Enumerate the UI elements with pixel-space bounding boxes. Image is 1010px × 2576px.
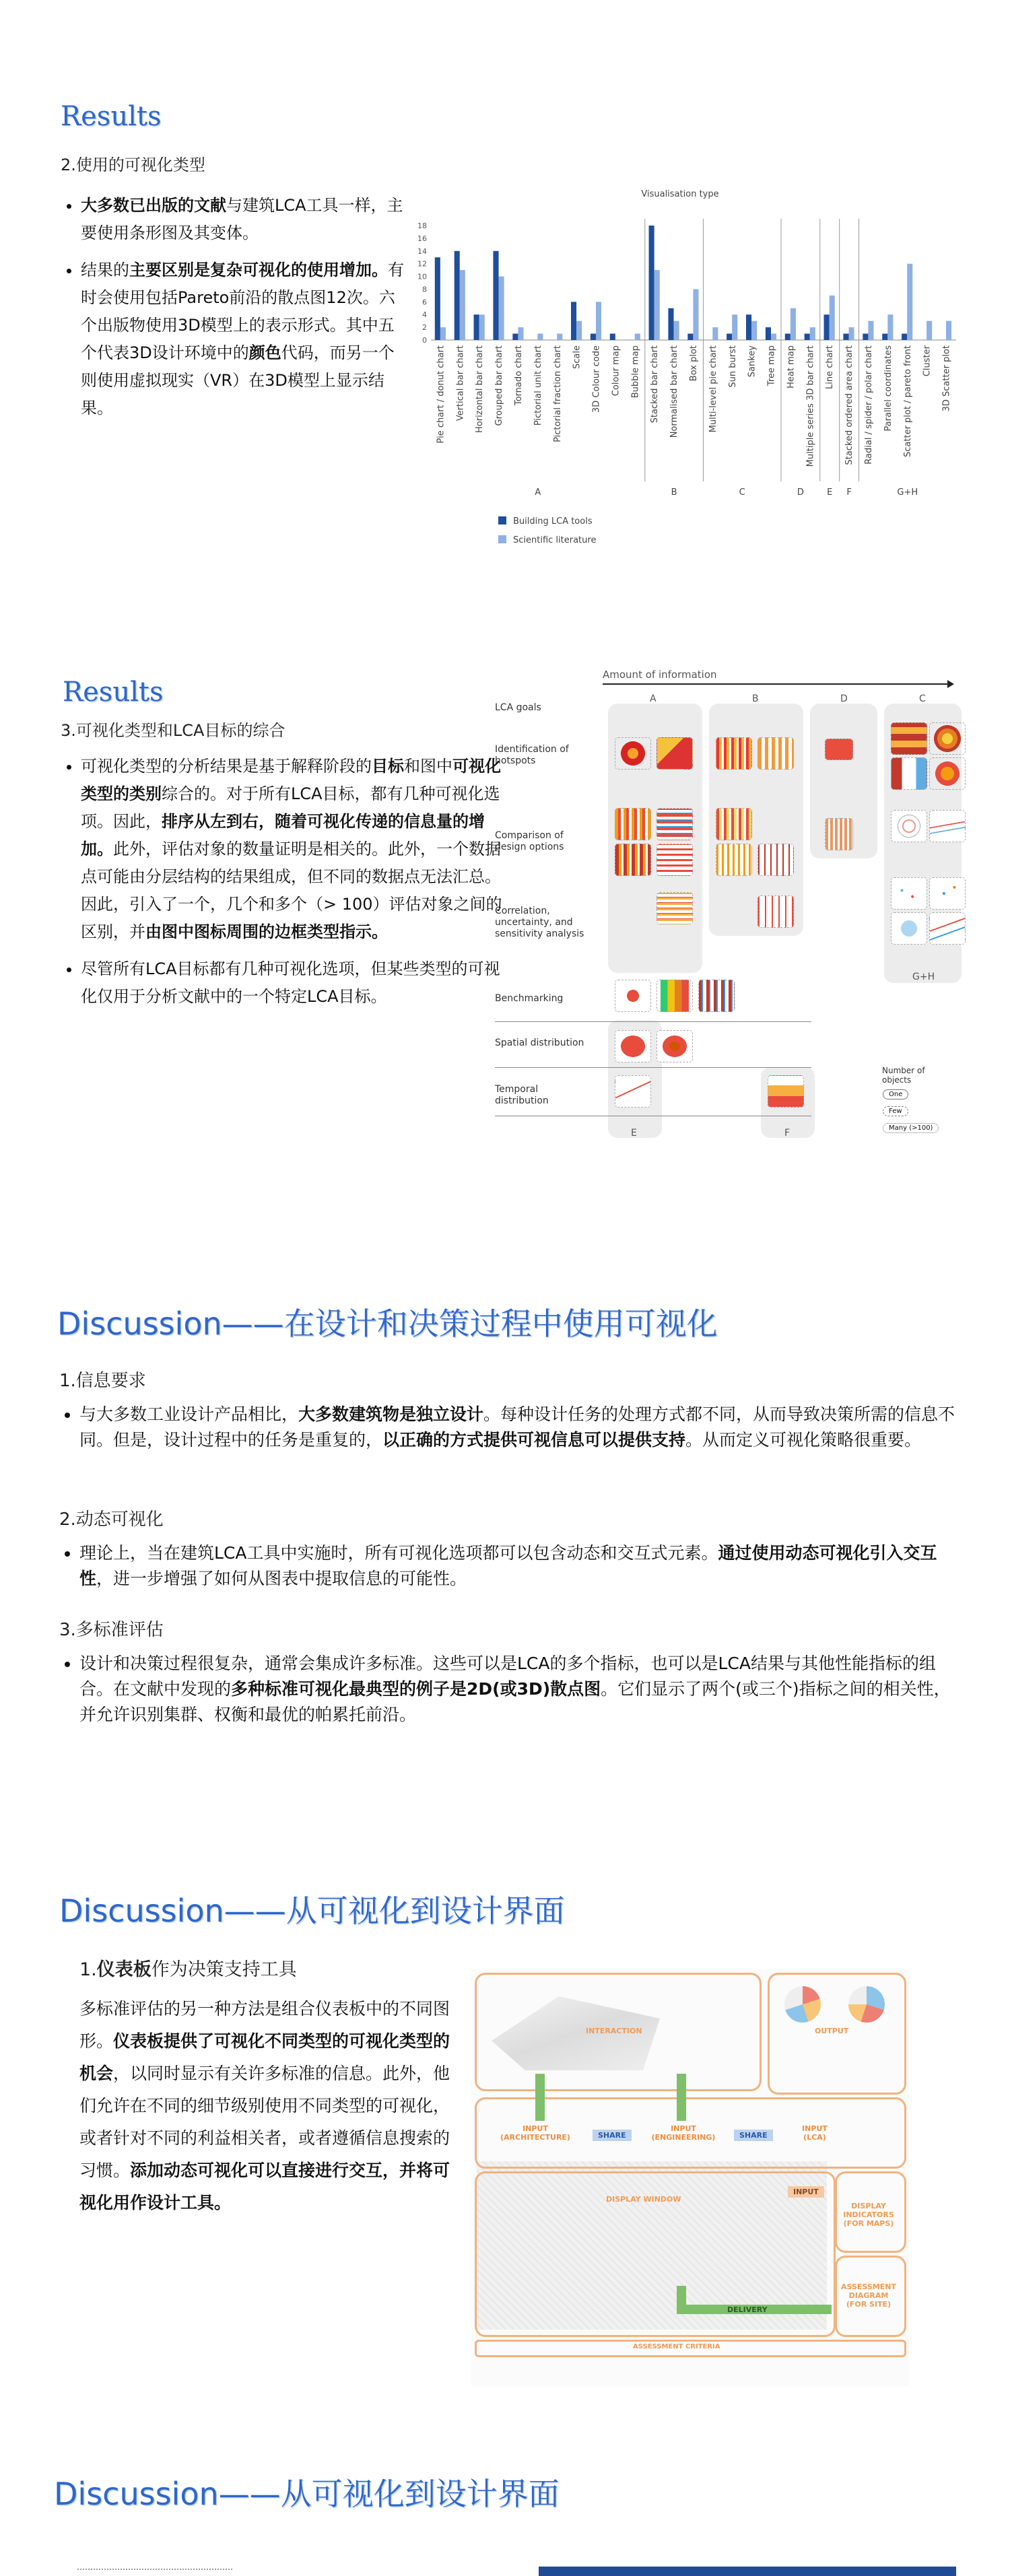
thumb-3d-bars-compare <box>825 818 853 850</box>
chart-title: Visualisation type <box>641 189 719 199</box>
bullet-synthesis: • 可视化类型的分析结果是基于解释阶段的目标和图中可视化类型的类别综合的。对于所有LCA目标，都有几种可视化选项。因此，排序从左到右，随着可视化传递的信息量的增加。此外，评估对象的数量证明是相关的。此外，一个数据点可能由分层结构的结果组成，但不同的数据点无法汇总。因此，引入了一个，几个和多个（> 100）评估对象之间的区别，并由图中图标周围的边框类型指示。 <box>81 753 504 946</box>
discussion-title-3: Discussion——从可视化到设计界面 <box>54 2476 560 2512</box>
thumb-bars-compare <box>615 808 651 840</box>
discussion-h2: 2.动态可视化 <box>59 1510 164 1530</box>
y-tick-6: 6 <box>422 298 427 307</box>
x-category-label-8: 3D Colour code <box>591 345 602 413</box>
col-label-b: B <box>752 693 759 704</box>
y-tick-18: 18 <box>417 222 427 230</box>
bar-tools-3 <box>493 251 498 340</box>
y-tick-4: 4 <box>422 310 427 320</box>
group-label-B: B <box>671 487 677 498</box>
x-category-label-14: Multi-level pie chart <box>708 345 718 433</box>
group-label-G+H: G+H <box>897 487 918 498</box>
thumb-bench-scale <box>615 980 651 1012</box>
thumb-cluster <box>891 912 927 945</box>
group-label-A: A <box>535 487 541 498</box>
results-1-bullets <box>62 192 404 432</box>
bar-literature-15 <box>732 314 737 340</box>
discussion-bullets-1 <box>61 1402 962 1457</box>
bottom-figure-edge <box>539 2567 956 2576</box>
bar-literature-5 <box>537 334 543 340</box>
bar-tools-4 <box>512 334 518 340</box>
matrix-arrow <box>603 683 949 685</box>
col-label-a: A <box>650 693 656 704</box>
discussion-title-2: Discussion——从可视化到设计界面 <box>59 1893 565 1929</box>
bar-tools-9 <box>610 334 615 340</box>
bar-literature-24 <box>907 264 912 340</box>
thumb-hbar-compare <box>656 808 693 840</box>
x-category-label-13: Box plot <box>689 345 699 382</box>
thumb-stacked-compare <box>716 808 752 840</box>
legend-few: Few <box>883 1106 908 1116</box>
thumb-line <box>615 1075 651 1108</box>
legend-swatch-1 <box>498 535 506 543</box>
goal-spatial: Spatial distribution <box>495 1038 584 1048</box>
discussion-h3: 3.多标准评估 <box>59 1620 164 1640</box>
x-category-label-1: Vertical bar chart <box>455 345 466 421</box>
label-display-window: DISPLAY WINDOW <box>606 2195 681 2204</box>
bar-literature-14 <box>712 327 718 340</box>
results-subtitle-2: 3.可视化类型和LCA目标的综合 <box>61 721 285 740</box>
thumb-heatmap-c <box>891 722 927 755</box>
goal-benchmarking: Benchmarking <box>495 993 564 1004</box>
thumb-3d-cube <box>656 737 693 770</box>
bar-tools-11 <box>649 226 654 340</box>
x-category-label-21: Stacked ordered area chart <box>844 345 855 465</box>
goal-hotspots: Identification of hotspots <box>495 744 569 766</box>
bar-literature-2 <box>479 314 485 340</box>
x-category-label-22: Radial / spider / polar chart <box>864 345 874 465</box>
bar-literature-19 <box>810 327 815 340</box>
bullet-bar-charts: • 大多数已出版的文献与建筑LCA工具一样，主要使用条形图及其变体。 <box>81 192 404 247</box>
thumb-radar <box>891 810 927 842</box>
label-display-indicators: DISPLAY INDICATORS (FOR MAPS) <box>843 2202 894 2228</box>
y-tick-10: 10 <box>417 272 427 281</box>
label-share-2: SHARE <box>734 2130 773 2141</box>
label-input-arch: INPUT (ARCHITECTURE) <box>500 2124 570 2142</box>
x-category-label-4: Tornado chart <box>514 345 524 406</box>
x-category-label-3: Grouped bar chart <box>494 345 505 426</box>
results-subtitle-1: 2.使用的可视化类型 <box>61 156 205 174</box>
legend-many: Many (>100) <box>883 1123 939 1133</box>
thumb-area <box>768 1075 804 1108</box>
bar-literature-6 <box>557 334 562 340</box>
group-label-D: D <box>797 487 804 498</box>
bar-literature-23 <box>887 314 893 340</box>
bar-literature-25 <box>927 321 932 340</box>
group-label-F: F <box>846 487 852 498</box>
label-output: OUTPUT <box>815 2027 849 2035</box>
x-category-label-23: Parallel coordinates <box>883 345 894 432</box>
x-category-label-24: Scatter plot / pareto front <box>902 345 913 457</box>
x-category-label-2: Horizontal bar chart <box>475 345 485 433</box>
thumb-box-compare <box>716 844 752 876</box>
bar-tools-22 <box>863 334 868 340</box>
bullet-info-req: • 与大多数工业设计产品相比，大多数建筑物是独立设计。每种设计任务的处理方式都不同，从而导致决策所需的信息不同。但是，设计过程中的任务是重复的，以正确的方式提供可视信息可以提供支持。从而定义可视化策略很重要。 <box>79 1402 962 1453</box>
y-tick-0: 0 <box>422 336 427 345</box>
green-arrow-mid <box>677 2074 686 2121</box>
x-category-label-5: Pictorial unit chart <box>533 345 543 426</box>
legend-label-1: Scientific literature <box>513 535 597 545</box>
thumb-sankey <box>891 757 927 790</box>
output-donut-2 <box>848 1986 885 2023</box>
group-label-E: E <box>827 487 833 498</box>
thumb-heatmap-d <box>825 739 853 760</box>
col-label-d: D <box>840 693 848 704</box>
x-category-label-6: Pictorial fraction chart <box>552 345 563 442</box>
objects-legend-title: Number of objects <box>882 1066 925 1085</box>
thumb-bench-colour <box>656 980 693 1012</box>
x-category-label-0: Pie chart / donut chart <box>436 345 446 444</box>
label-input-small: INPUT <box>788 2186 824 2198</box>
thumb-scatter-pareto <box>929 877 966 910</box>
green-arrow-left <box>535 2074 545 2121</box>
label-interaction: INTERACTION <box>586 2027 642 2035</box>
bar-tools-7 <box>571 302 576 340</box>
discussion-title-1: Discussion——在设计和决策过程中使用可视化 <box>57 1306 718 1342</box>
thumb-scatter <box>891 877 927 910</box>
x-category-label-9: Colour map <box>611 345 621 397</box>
visualisation-type-chart <box>404 182 970 566</box>
thumb-bench-bars <box>698 980 735 1012</box>
results-title-1: Results <box>61 101 162 132</box>
label-assessment-diagram: ASSESSMENT DIAGRAM (FOR SITE) <box>841 2282 896 2309</box>
sep-2 <box>495 1067 811 1068</box>
col-label-e: E <box>631 1128 637 1139</box>
bullet-dynamic: • 理论上，当在建筑LCA工具中实施时，所有可视化选项都可以包含动态和交互式元素。通过使用动态可视化引入交互性，进一步增强了如何从图表中提取信息的可能性。 <box>79 1540 962 1592</box>
goal-comparison: Comparison of design options <box>495 830 564 852</box>
dashboard-heading: 1.仪表板作为决策支持工具 <box>79 1959 297 1980</box>
bar-literature-10 <box>635 334 640 340</box>
y-tick-16: 16 <box>417 234 427 243</box>
y-tick-8: 8 <box>422 285 427 294</box>
x-category-label-18: Heat map <box>786 345 797 388</box>
bar-literature-26 <box>946 321 951 340</box>
bar-tools-20 <box>824 314 830 340</box>
thumb-map-1 <box>615 1030 651 1062</box>
label-assessment-criteria: ASSESSMENT CRITERIA <box>633 2343 720 2350</box>
x-category-label-10: Bubble map <box>630 345 641 399</box>
bar-literature-13 <box>693 289 698 340</box>
goals-title: LCA goals <box>495 702 541 713</box>
bar-literature-12 <box>674 321 679 340</box>
bullet-complex-vis: • 结果的主要区别是复杂可视化的使用增加。有时会使用包括Pareto前沿的散点图12次。六个出版物使用3D模型上的表示形式。其中五个代表3D设计环境中的颜色代码，而另一个则使用虚拟现实（VR）在3D模型上显示结果。 <box>81 257 404 422</box>
group-label-C: C <box>739 487 745 498</box>
bar-literature-20 <box>830 296 835 340</box>
bullet-specific-goal: • 尽管所有LCA目标都有几种可视化选项，但某些类型的可视化仅用于分析文献中的一个特定LCA目标。 <box>81 955 504 1011</box>
y-tick-14: 14 <box>417 246 427 256</box>
dashboard-paragraph: 多标准评估的另一种方法是组合仪表板中的不同图形。仪表板提供了可视化不同类型的可视化类型的机会，以同时显示有关许多标准的信息。此外，他们允许在不同的细节级别使用不同类型的可视化，或者针对不同的利益相关者，或者遵循信息搜索的习惯。添加动态可视化可以直接进行交互，并将可视化用作设计工具。 <box>79 1999 450 2212</box>
legend-swatch-0 <box>498 516 506 524</box>
bar-literature-8 <box>596 302 601 340</box>
results-title-2: Results <box>63 677 164 708</box>
bullet-multi-criteria: • 设计和决策过程很复杂，通常会集成许多标准。这些可以是LCA的多个指标，也可以是LCA结果与其他性能指标的组合。在文献中发现的多种标准可视化最典型的例子是2D(或3D)散点图。它们显示了两个(或三个)指标之间的相关性，并允许识别集群、权衡和最优的帕累托前沿。 <box>79 1651 962 1728</box>
x-category-label-11: Stacked bar chart <box>650 345 661 423</box>
matrix-arrow-head <box>947 680 954 688</box>
bar-literature-11 <box>654 270 660 340</box>
bar-tools-12 <box>668 308 673 340</box>
bar-literature-17 <box>771 334 776 340</box>
bar-tools-18 <box>785 334 790 340</box>
thumb-treemap <box>929 757 966 790</box>
thumb-box2-compare <box>758 844 794 876</box>
label-input-eng: INPUT (ENGINEERING) <box>651 2124 716 2142</box>
thumb-map-2 <box>656 1030 693 1062</box>
col-label-c: C <box>919 693 926 704</box>
goal-correlation: Correlation, uncertainty, and sensitivity analysis <box>495 906 584 939</box>
label-delivery: DELIVERY <box>727 2305 768 2314</box>
lca-goals-matrix <box>495 663 966 1148</box>
bar-tools-8 <box>591 334 596 340</box>
bar-tools-17 <box>766 327 771 340</box>
bar-tools-1 <box>454 251 460 340</box>
bar-tools-19 <box>805 334 810 340</box>
bar-literature-16 <box>751 321 757 340</box>
bar-literature-1 <box>460 270 465 340</box>
thumb-3d-scatter <box>929 912 966 945</box>
thumb-tornado-corr <box>656 892 693 924</box>
bar-literature-7 <box>576 321 582 340</box>
bottom-text-fragment <box>77 2569 232 2574</box>
matrix-header: Amount of information <box>603 669 717 681</box>
bar-tools-13 <box>687 334 693 340</box>
thumb-parallel <box>929 810 966 842</box>
bar-tools-15 <box>727 334 732 340</box>
x-category-label-17: Tree map <box>766 345 777 386</box>
legend-label-0: Building LCA tools <box>513 516 593 527</box>
y-tick-12: 12 <box>417 259 427 269</box>
bar-tools-16 <box>746 314 751 340</box>
bar-tools-24 <box>902 334 907 340</box>
bar-tools-0 <box>435 257 440 340</box>
label-share-1: SHARE <box>593 2130 632 2141</box>
bar-literature-4 <box>518 327 523 340</box>
thumb-tornado <box>656 844 693 876</box>
thumb-box-corr <box>758 895 794 928</box>
col-label-gh: G+H <box>912 972 935 982</box>
output-donut-1 <box>784 1986 821 2023</box>
bar-literature-21 <box>849 327 854 340</box>
col-label-f: F <box>784 1128 790 1139</box>
bar-tools-2 <box>474 314 479 340</box>
bar-tools-23 <box>882 334 887 340</box>
x-category-label-20: Line chart <box>825 345 836 390</box>
bar-literature-22 <box>868 321 873 340</box>
label-input-lca: INPUT (LCA) <box>802 2124 828 2142</box>
discussion-h1: 1.信息要求 <box>59 1371 146 1391</box>
x-category-label-26: 3D Scatter plot <box>941 345 952 412</box>
bar-tools-21 <box>843 334 848 340</box>
bar-literature-18 <box>790 308 796 340</box>
x-category-label-15: Sun burst <box>727 345 738 388</box>
thumb-grouped-compare <box>615 844 651 876</box>
discussion-bullets-2 <box>61 1540 962 1596</box>
x-category-label-25: Cluster <box>922 345 933 377</box>
thumb-normalised-bars <box>758 737 794 770</box>
bar-literature-0 <box>440 327 446 340</box>
y-tick-2: 2 <box>422 323 427 333</box>
bar-literature-3 <box>499 277 504 340</box>
sep-1 <box>495 1021 811 1022</box>
results-2-bullets <box>62 753 504 1020</box>
x-category-label-12: Normalised bar chart <box>669 345 680 438</box>
thumb-pie <box>615 737 651 770</box>
thumb-stacked-bars <box>716 737 752 770</box>
discussion-bullets-3 <box>61 1651 962 1732</box>
x-category-label-19: Multiple series 3D bar chart <box>805 345 816 467</box>
legend-one: One <box>883 1089 908 1099</box>
x-category-label-7: Scale <box>572 345 582 369</box>
x-category-label-16: Sankey <box>747 345 758 378</box>
thumb-sunburst <box>929 722 966 755</box>
dashboard-diagram <box>471 1969 909 2387</box>
goal-temporal: Temporal distribution <box>495 1084 549 1106</box>
